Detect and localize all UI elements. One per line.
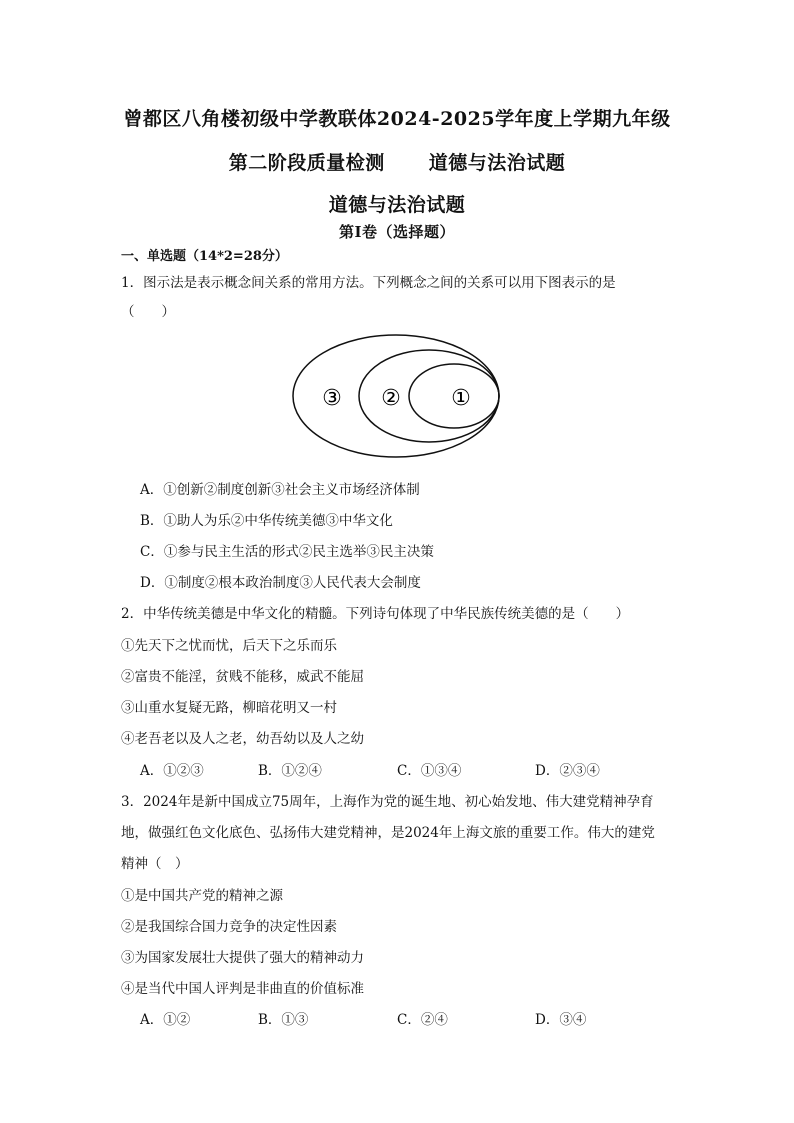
exam-title-line1: 曾都区八角楼初级中学教联体2024-2025学年度上学期九年级 bbox=[123, 108, 671, 130]
q1-answer-paren: （ ） bbox=[121, 304, 175, 320]
q3-choice-a[interactable]: A．①② bbox=[140, 1012, 191, 1028]
q2-item-1: ①先天下之忧而忧，后天下之乐而乐 bbox=[121, 638, 337, 654]
q1-option-d[interactable]: D．①制度②根本政治制度③人民代表大会制度 bbox=[140, 575, 421, 591]
q2-stem: 2．中华传统美德是中华文化的精髓。下列诗句体现了中华民族传统美德的是（ ） bbox=[121, 606, 630, 622]
subject-title: 道德与法治试题 bbox=[328, 194, 466, 216]
q3-choice-b[interactable]: B．①③ bbox=[258, 1012, 309, 1028]
q2-choice-d[interactable]: D．②③④ bbox=[535, 763, 600, 779]
q3-item-3: ③为国家发展壮大提供了强大的精神动力 bbox=[121, 950, 364, 966]
q1-nested-ellipses-diagram bbox=[290, 332, 510, 462]
middle-ellipse bbox=[359, 350, 499, 442]
label-middle: ② bbox=[381, 386, 401, 411]
q3-choice-d[interactable]: D．③④ bbox=[535, 1012, 587, 1028]
part-title: 第Ⅰ卷（选择题） bbox=[338, 223, 456, 241]
q3-item-4: ④是当代中国人评判是非曲直的价值标准 bbox=[121, 981, 364, 997]
exam-stage-label: 第二阶段质量检测 bbox=[228, 152, 385, 174]
q3-stem-line3: 精神（ ） bbox=[121, 856, 189, 872]
q2-choice-b[interactable]: B．①②④ bbox=[258, 763, 322, 779]
q3-item-1: ①是中国共产党的精神之源 bbox=[121, 888, 283, 904]
q2-item-3: ③山重水复疑无路，柳暗花明又一村 bbox=[121, 700, 337, 716]
q1-option-c[interactable]: C．①参与民主生活的形式②民主选举③民主决策 bbox=[140, 544, 434, 560]
q1-option-b[interactable]: B．①助人为乐②中华传统美德③中华文化 bbox=[140, 513, 393, 529]
q2-choice-a[interactable]: A．①②③ bbox=[140, 763, 204, 779]
q3-item-2: ②是我国综合国力竞争的决定性因素 bbox=[121, 919, 337, 935]
q2-choice-c[interactable]: C．①③④ bbox=[397, 763, 462, 779]
q3-stem-line2: 地，做强红色文化底色、弘扬伟大建党精神，是2024年上海文旅的重要工作。伟大的建党 bbox=[121, 825, 655, 841]
q2-item-4: ④老吾老以及人之老，幼吾幼以及人之幼 bbox=[121, 731, 364, 747]
label-inner: ① bbox=[451, 386, 471, 411]
q3-choice-c[interactable]: C．②④ bbox=[397, 1012, 448, 1028]
q3-stem-line1: 3．2024年是新中国成立75周年，上海作为党的诞生地、初心始发地、伟大建党精神孕育 bbox=[121, 794, 654, 810]
section-heading: 一、单选题（14*2=28分） bbox=[121, 249, 288, 264]
exam-subject-label: 道德与法治试题 bbox=[428, 152, 566, 174]
q1-option-a[interactable]: A．①创新②制度创新③社会主义市场经济体制 bbox=[140, 482, 420, 498]
exam-title-line2 bbox=[0, 148, 794, 175]
q2-item-2: ②富贵不能淫，贫贱不能移，威武不能屈 bbox=[121, 669, 364, 685]
label-outer: ③ bbox=[322, 386, 342, 411]
q1-stem: 1．图示法是表示概念间关系的常用方法。下列概念之间的关系可以用下图表示的是 bbox=[121, 275, 616, 291]
